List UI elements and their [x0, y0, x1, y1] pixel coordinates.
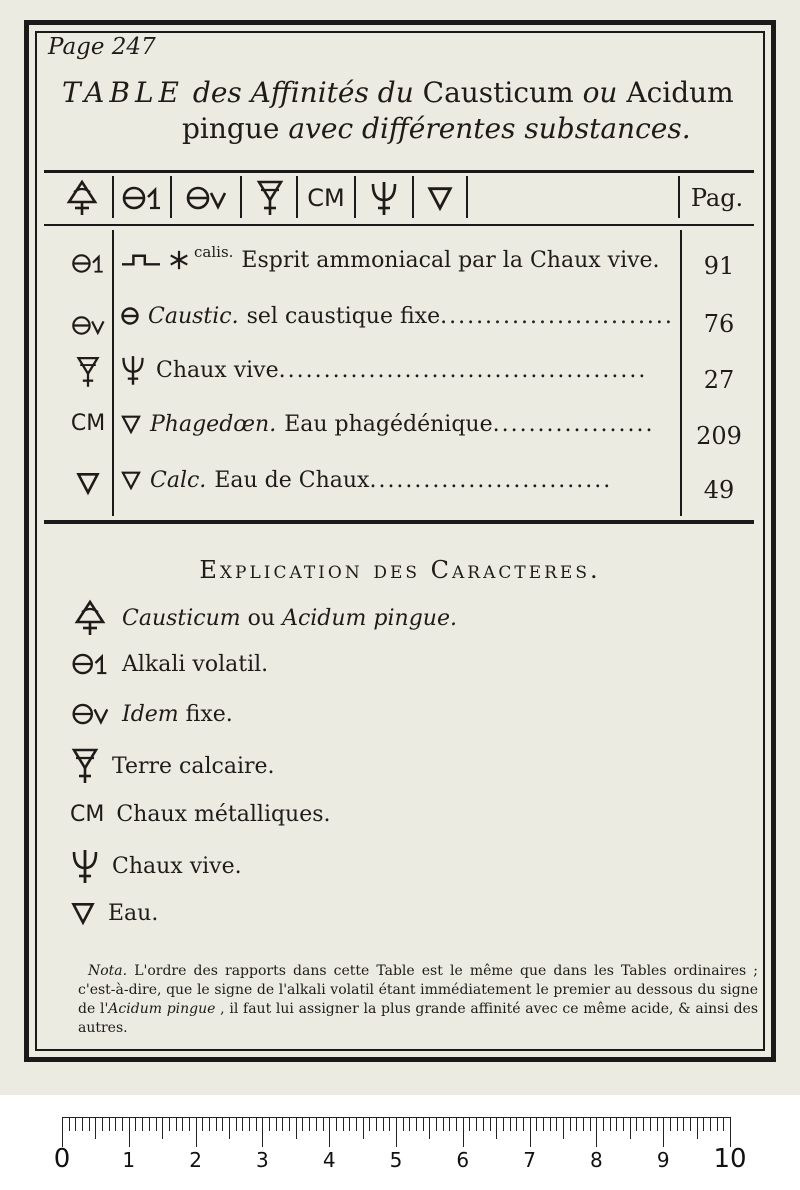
causticum-icon	[70, 598, 110, 638]
ruler-tick	[182, 1117, 183, 1131]
ruler-tick	[443, 1117, 444, 1131]
ruler-tick	[469, 1117, 470, 1131]
ruler-tick	[162, 1117, 163, 1139]
header-divider	[354, 176, 356, 218]
ruler-tick	[449, 1117, 450, 1131]
ruler-tick	[670, 1117, 671, 1131]
ruler-tick	[610, 1117, 611, 1131]
eau-symbol-icon	[120, 469, 142, 491]
ruler-tick	[463, 1117, 464, 1147]
table-bottom-rule	[44, 520, 754, 524]
legend-item	[70, 900, 158, 926]
table-row	[120, 350, 647, 390]
table-row	[120, 298, 674, 334]
header-divider	[466, 176, 468, 218]
row-page-number: 91	[703, 252, 735, 280]
ruler-tick	[115, 1117, 116, 1131]
ruler-tick	[135, 1117, 136, 1131]
legend-item	[70, 650, 268, 678]
ruler-label: 5	[389, 1148, 403, 1172]
ruler-tick	[262, 1117, 263, 1147]
legend-item	[70, 846, 242, 886]
eau-icon	[420, 178, 460, 218]
title-word: ou	[582, 76, 618, 109]
ruler-tick	[536, 1117, 537, 1131]
ruler-tick	[269, 1117, 270, 1131]
ruler-label: 8	[590, 1148, 603, 1172]
leader-dots: ...........................	[369, 467, 613, 493]
ruler-tick	[229, 1117, 230, 1139]
ruler-tick	[503, 1117, 504, 1131]
ruler-tick	[122, 1117, 123, 1131]
row-text: Eau phagédénique	[284, 411, 493, 437]
star-symbol-icon	[168, 249, 190, 271]
ruler-tick	[383, 1117, 384, 1131]
alkali-fixe-icon	[70, 700, 110, 728]
ruler-tick	[409, 1117, 410, 1131]
ruler-tick	[389, 1117, 390, 1131]
ruler-tick	[296, 1117, 297, 1139]
ruler-tick	[483, 1117, 484, 1131]
ruler-tick	[196, 1117, 197, 1147]
ruler-label: 6	[456, 1148, 470, 1172]
ruler-tick	[530, 1117, 531, 1147]
row-symbol-cm: CM	[70, 410, 106, 436]
legend-text: Acidum pingue.	[282, 605, 457, 631]
row-superscript: calis.	[194, 243, 234, 261]
row-abbreviation: Phagedœn.	[150, 411, 277, 437]
title-word: des	[192, 76, 242, 109]
ruler-tick	[476, 1117, 477, 1131]
terre-calcaire-icon	[250, 178, 290, 218]
ruler-tick	[717, 1117, 718, 1131]
ruler-tick	[550, 1117, 551, 1131]
legend-item	[70, 746, 275, 786]
title-word: différentes	[362, 112, 516, 145]
eau-icon	[70, 900, 96, 926]
eau-icon	[60, 466, 116, 500]
ruler-tick	[623, 1117, 624, 1131]
header-divider	[112, 176, 114, 218]
alkali-volatil-icon	[70, 650, 110, 678]
row-page-number: 209	[696, 422, 742, 450]
ruler-tick	[142, 1117, 143, 1131]
ruler-tick	[596, 1117, 597, 1147]
legend-text: fixe.	[185, 701, 233, 727]
nota-paragraph	[78, 962, 758, 1038]
ruler-tick	[109, 1117, 110, 1131]
legend-text: Chaux vive.	[112, 853, 242, 879]
legend-text: Idem	[122, 701, 179, 727]
ruler-tick	[556, 1117, 557, 1131]
alkali-fixe-icon	[178, 178, 234, 218]
ruler-tick	[663, 1117, 664, 1147]
ruler-tick	[156, 1117, 157, 1131]
ruler-tick	[510, 1117, 511, 1131]
nota-label: Nota.	[88, 963, 128, 979]
row-abbreviation: Calc.	[150, 467, 207, 493]
ruler-tick	[516, 1117, 517, 1131]
terre-calcaire-icon	[70, 746, 100, 786]
ruler-label: 3	[256, 1148, 269, 1172]
ruler-tick	[690, 1117, 691, 1131]
ruler-tick	[363, 1117, 364, 1139]
scale-ruler	[0, 1095, 800, 1190]
sel-symbol-icon	[120, 306, 140, 326]
title-word: Acidum	[626, 76, 734, 109]
title-line-2	[182, 112, 691, 145]
ruler-tick	[282, 1117, 283, 1131]
row-text: sel caustique fixe	[246, 303, 441, 329]
chaux-vive-symbol-icon	[120, 352, 146, 388]
ruler-tick	[403, 1117, 404, 1131]
legend-text: Causticum	[122, 605, 241, 631]
title-word: avec	[288, 112, 354, 145]
cm-symbol: CM	[70, 802, 105, 827]
table-row	[120, 462, 612, 498]
ruler-tick	[329, 1117, 330, 1147]
ruler-label: 10	[713, 1144, 747, 1174]
leader-dots: ..................	[492, 411, 655, 437]
legend-text: Alkali volatil.	[122, 651, 269, 677]
title-word: substances.	[524, 112, 691, 145]
header-divider	[240, 176, 242, 218]
ruler-tick	[242, 1117, 243, 1131]
leader-dots: ..........................	[440, 303, 674, 329]
chaux-vive-icon	[70, 846, 100, 886]
header-divider	[678, 176, 680, 218]
ruler-tick	[616, 1117, 617, 1131]
ruler-label: 2	[189, 1148, 202, 1172]
title-word: TABLE	[62, 76, 184, 109]
legend-item	[70, 802, 331, 827]
causticum-icon	[58, 178, 106, 218]
ruler-tick	[309, 1117, 310, 1131]
ruler-tick	[289, 1117, 290, 1131]
legend-text: Terre calcaire.	[112, 753, 275, 779]
ruler-tick	[343, 1117, 344, 1131]
ruler-tick	[249, 1117, 250, 1131]
ruler-tick	[202, 1117, 203, 1131]
ruler-tick	[423, 1117, 424, 1131]
ruler-label: 4	[322, 1148, 336, 1172]
row-page-number: 49	[703, 476, 735, 504]
ruler-tick	[683, 1117, 684, 1131]
ruler-tick	[349, 1117, 350, 1131]
body-right-divider	[680, 230, 682, 516]
ruler-tick	[276, 1117, 277, 1131]
ruler-tick	[490, 1117, 491, 1131]
table-row	[120, 406, 654, 442]
page-label: Page 247	[48, 34, 156, 60]
ruler-label: 7	[523, 1148, 536, 1172]
ruler-tick	[677, 1117, 678, 1131]
ruler-tick	[697, 1117, 698, 1139]
ruler-tick	[570, 1117, 571, 1131]
ruler-tick	[456, 1117, 457, 1131]
row-abbreviation: Caustic.	[148, 303, 239, 329]
row-text: Chaux vive	[156, 357, 279, 383]
row-text: Esprit ammoniacal par la Chaux vive.	[241, 247, 660, 273]
ruler-tick	[256, 1117, 257, 1131]
ruler-tick	[723, 1117, 724, 1131]
ruler-tick	[369, 1117, 370, 1131]
ruler-tick	[95, 1117, 96, 1139]
header-divider	[296, 176, 298, 218]
ruler-tick	[323, 1117, 324, 1131]
header-bottom-rule	[44, 224, 754, 226]
title-word: du	[377, 76, 414, 109]
ruler-tick	[496, 1117, 497, 1139]
ruler-tick	[416, 1117, 417, 1131]
header-divider	[170, 176, 172, 218]
title-word: pingue	[182, 112, 280, 145]
ruler-tick	[356, 1117, 357, 1131]
legend-item	[70, 598, 457, 638]
explication-heading: Explication des Caracteres.	[199, 556, 601, 584]
header-cm: CM	[307, 184, 345, 212]
ruler-tick	[710, 1117, 711, 1131]
alkali-volatil-icon	[118, 178, 166, 218]
ruler-tick	[636, 1117, 637, 1131]
title-word: Causticum	[422, 76, 574, 109]
table-row	[120, 242, 660, 278]
ruler-tick	[69, 1117, 70, 1131]
leader-dots: .........................................	[278, 357, 648, 383]
ruler-tick	[316, 1117, 317, 1131]
nota-text: L'ordre des rapports dans cette Table est le même que dans les Tables ordinaires ; c'est-à-dire, que le signe de l'alkali volatil étant immédiatement le premier au dessous du signe de l'	[78, 963, 758, 1017]
ruler-tick	[222, 1117, 223, 1131]
row-text: Eau de Chaux	[214, 467, 370, 493]
ruler-tick	[302, 1117, 303, 1131]
ruler-tick	[590, 1117, 591, 1131]
title-line-1	[62, 76, 734, 109]
row-page-number: 76	[703, 310, 735, 338]
ruler-tick	[730, 1117, 731, 1147]
ruler-tick	[576, 1117, 577, 1131]
terre-calcaire-icon	[60, 350, 116, 394]
ruler-tick	[149, 1117, 150, 1131]
nota-italic: Acidum pingue	[108, 1001, 216, 1017]
ruler-tick	[189, 1117, 190, 1131]
ruler-tick	[603, 1117, 604, 1131]
eau-symbol-icon	[120, 413, 142, 435]
ruler-tick	[643, 1117, 644, 1131]
ruler-tick	[523, 1117, 524, 1131]
ruler-tick	[236, 1117, 237, 1131]
ruler-tick	[703, 1117, 704, 1131]
legend-text: Chaux métalliques.	[116, 802, 331, 827]
legend-item	[70, 700, 233, 728]
alkali-fixe-icon	[60, 308, 116, 342]
ruler-tick	[657, 1117, 658, 1131]
legend-text: ou	[247, 605, 276, 631]
ruler-tick	[176, 1117, 177, 1131]
ruler-tick	[583, 1117, 584, 1131]
row-page-number: 27	[703, 366, 735, 394]
ruler-tick	[216, 1117, 217, 1131]
ruler-tick	[396, 1117, 397, 1147]
ruler-tick	[209, 1117, 210, 1131]
ruler-tick	[169, 1117, 170, 1131]
ruler-label: 9	[656, 1148, 670, 1172]
ruler-label: 0	[53, 1144, 71, 1174]
ruler-tick	[376, 1117, 377, 1131]
ammonia-symbol-icon	[120, 251, 162, 270]
ruler-tick	[650, 1117, 651, 1131]
ruler-tick	[436, 1117, 437, 1131]
ruler-tick	[543, 1117, 544, 1131]
ruler-tick	[429, 1117, 430, 1139]
ruler-tick	[129, 1117, 130, 1147]
table-top-rule	[44, 170, 754, 173]
ruler-tick	[62, 1117, 63, 1147]
ruler-tick	[336, 1117, 337, 1131]
alkali-volatil-icon	[60, 246, 116, 280]
nota-text: , il faut lui assigner la plus grande affinité avec ce même acide, & ainsi des autres.	[78, 1001, 759, 1036]
header-divider	[412, 176, 414, 218]
ruler-tick	[563, 1117, 564, 1139]
ruler-tick	[75, 1117, 76, 1131]
ruler-label: 1	[122, 1148, 136, 1172]
title-word: Affinités	[250, 76, 369, 109]
chaux-vive-icon	[362, 178, 406, 218]
ruler-tick	[630, 1117, 631, 1139]
header-pag: Pag.	[690, 184, 744, 212]
ruler-tick	[89, 1117, 90, 1131]
ruler-tick	[102, 1117, 103, 1131]
ruler-tick	[82, 1117, 83, 1131]
legend-text: Eau.	[108, 900, 159, 926]
